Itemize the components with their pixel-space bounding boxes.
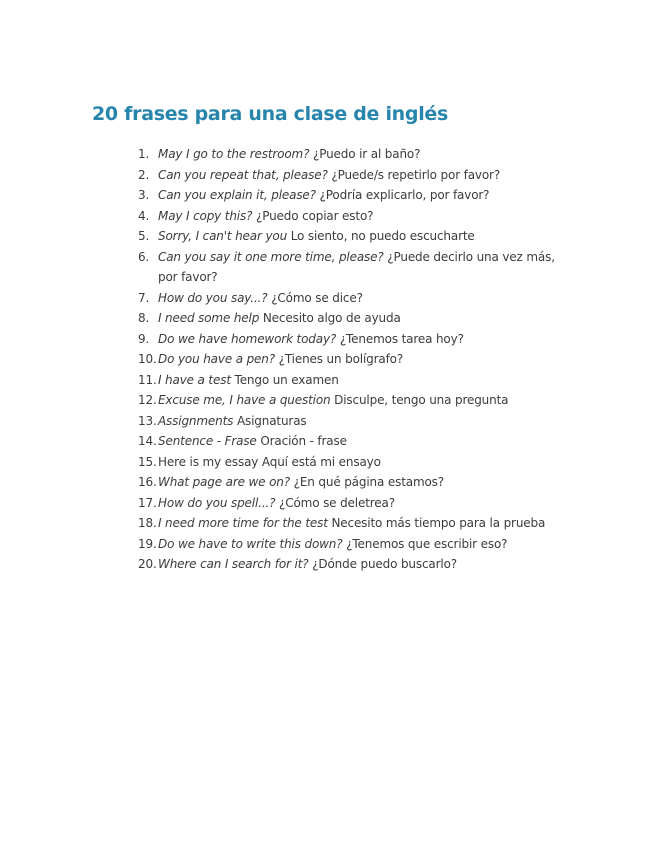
phrase-english: Excuse me, I have a question	[158, 393, 331, 407]
phrase-english: Can you repeat that, please?	[158, 167, 328, 182]
phrase-number: 17.	[138, 495, 157, 510]
phrase-number: 10.	[138, 352, 157, 366]
phrase-item	[138, 534, 558, 555]
phrase-english: I have a test	[158, 372, 231, 387]
phrase-english: I need some help	[158, 311, 260, 325]
phrase-item	[138, 165, 558, 186]
phrase-item	[138, 472, 558, 493]
phrase-number: 14.	[138, 434, 157, 448]
phrase-number: 7.	[138, 290, 150, 305]
phrase-item	[138, 493, 558, 514]
phrase-number: 15.	[138, 454, 157, 469]
phrase-number: 6.	[138, 249, 150, 264]
phrase-english: May I copy this?	[158, 208, 253, 223]
phrase-spanish: Oración - frase	[260, 434, 347, 448]
phrase-spanish: Here is my essay Aquí está mi ensayo	[158, 454, 381, 469]
phrase-number: 8.	[138, 311, 150, 325]
phrase-spanish: Asignaturas	[236, 413, 307, 428]
page-title: 20 frases para una clase de inglés	[92, 103, 449, 125]
phrase-spanish: Disculpe, tengo una pregunta	[334, 393, 509, 407]
phrase-item	[138, 308, 558, 329]
phrase-item	[138, 226, 558, 247]
phrase-english: How do you spell...?	[158, 495, 276, 510]
phrase-item	[138, 185, 558, 206]
phrase-spanish: ¿Puede/s repetirlo por favor?	[331, 167, 501, 182]
phrase-list	[138, 144, 558, 575]
phrase-english: How do you say...?	[158, 290, 268, 305]
phrase-spanish: Lo siento, no puedo escucharte	[290, 229, 475, 243]
phrase-number: 19.	[138, 536, 157, 551]
phrase-item	[138, 431, 558, 452]
phrase-item	[138, 349, 558, 370]
phrase-number: 18.	[138, 516, 157, 530]
phrase-item	[138, 288, 558, 309]
phrase-spanish: ¿Tenemos que escribir eso?	[346, 536, 508, 551]
phrase-item	[138, 513, 558, 534]
phrase-item	[138, 411, 558, 432]
phrase-number: 16.	[138, 475, 157, 489]
phrase-number: 2.	[138, 167, 150, 182]
phrase-number: 20.	[138, 557, 157, 571]
phrase-english: What page are we on?	[158, 475, 290, 489]
phrase-english: Do we have to write this down?	[158, 536, 343, 551]
phrase-english: Can you explain it, please?	[158, 188, 316, 202]
phrase-spanish: ¿Puedo copiar esto?	[256, 208, 374, 223]
phrase-item	[138, 329, 558, 350]
phrase-english: Sorry, I can't hear you	[158, 229, 288, 243]
phrase-english: Where can I search for it?	[158, 557, 309, 571]
phrase-number: 4.	[138, 208, 150, 223]
phrase-number: 13.	[138, 413, 157, 428]
phrase-spanish: Necesito más tiempo para la prueba	[331, 516, 546, 530]
phrase-english: Do we have homework today?	[158, 331, 337, 346]
phrase-number: 9.	[138, 331, 150, 346]
phrase-english: Do you have a pen?	[158, 352, 275, 366]
phrase-spanish: ¿Dónde puedo buscarlo?	[312, 557, 458, 571]
phrase-item	[138, 206, 558, 227]
phrase-number: 12.	[138, 393, 157, 407]
phrase-spanish: ¿Cómo se deletrea?	[279, 495, 395, 510]
phrase-spanish: Necesito algo de ayuda	[262, 311, 401, 325]
phrase-item	[138, 370, 558, 391]
phrase-number: 1.	[138, 147, 150, 161]
phrase-item	[138, 554, 558, 575]
phrase-spanish: ¿Puedo ir al baño?	[313, 147, 421, 161]
phrase-spanish: Tengo un examen	[234, 372, 339, 387]
phrase-spanish: ¿Puede decirlo una vez más, por favor?	[158, 249, 555, 284]
phrase-item	[138, 247, 558, 288]
phrase-number: 3.	[138, 188, 150, 202]
phrase-english: Can you say it one more time, please?	[158, 249, 384, 264]
phrase-number: 11.	[138, 372, 157, 387]
phrase-spanish: ¿Cómo se dice?	[271, 290, 363, 305]
phrase-english: Assignments	[158, 413, 234, 428]
phrase-number: 5.	[138, 229, 150, 243]
phrase-spanish: ¿En qué página estamos?	[293, 475, 445, 489]
phrase-item	[138, 390, 558, 411]
phrase-english: May I go to the restroom?	[158, 147, 310, 161]
phrase-spanish: ¿Tenemos tarea hoy?	[339, 331, 464, 346]
phrase-item	[138, 452, 558, 473]
phrase-spanish: ¿Tienes un bolígrafo?	[278, 352, 404, 366]
phrase-english: I need more time for the test	[158, 516, 328, 530]
phrase-spanish: ¿Podría explicarlo, por favor?	[319, 188, 490, 202]
phrase-english: Sentence - Frase	[158, 434, 257, 448]
phrase-item	[138, 144, 558, 165]
